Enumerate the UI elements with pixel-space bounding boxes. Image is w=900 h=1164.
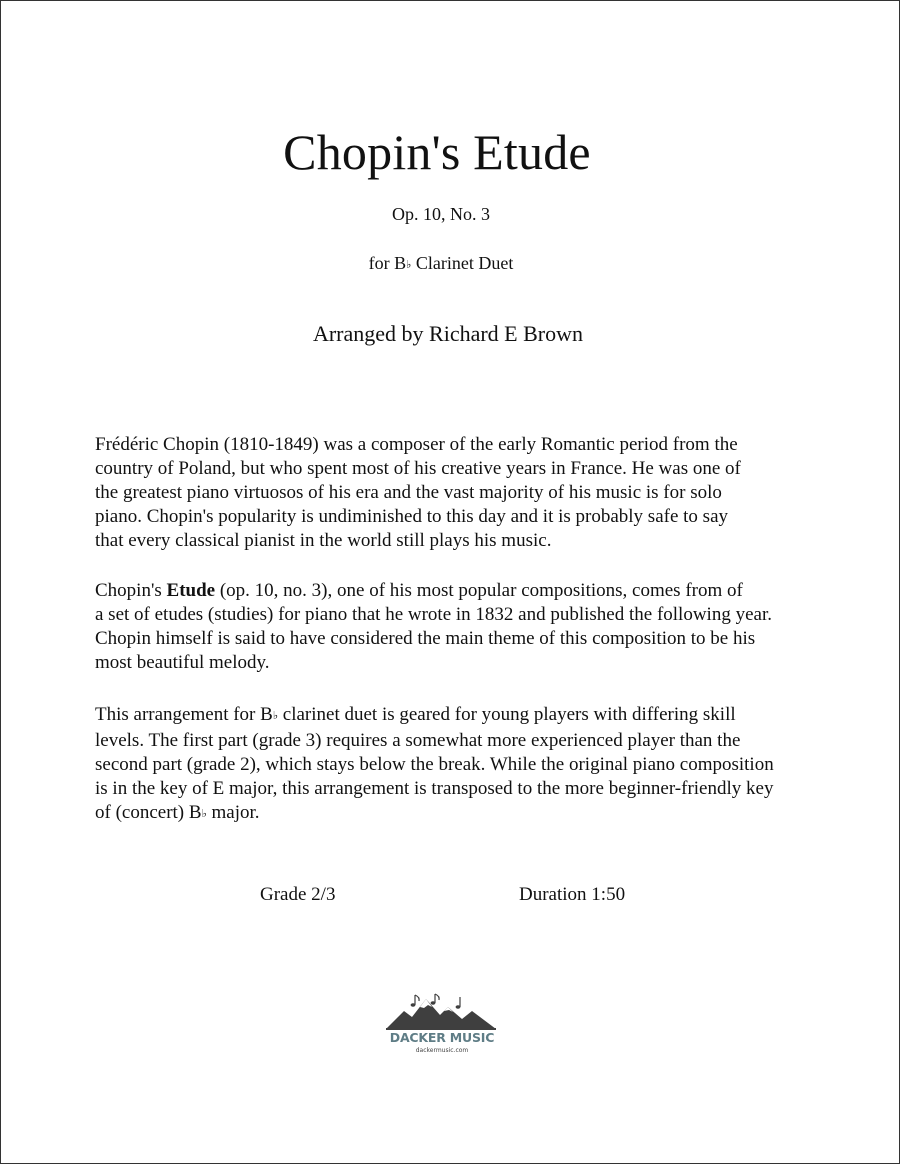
paragraph-line: [95, 703, 875, 729]
logo-wordmark: DACKER MUSIC: [389, 1030, 495, 1045]
arranger-credit: Arranged by Richard E Brown: [312, 321, 584, 346]
mountain-music-icon: [382, 993, 502, 1031]
text-run: This arrangement for B: [95, 704, 273, 725]
publisher-logo: [382, 993, 502, 1063]
paragraph-line: country of Poland, but who spent most of his creative years in France. He was one of: [95, 458, 741, 479]
paragraph-line: that every classical pianist in the world still plays his music.: [95, 530, 552, 551]
text-run: Chopin's: [95, 580, 167, 601]
paragraph-biography: [95, 433, 875, 553]
text-run: clarinet duet is geared for young players with differing skill: [278, 704, 736, 725]
text-run: (op. 10, no. 3), one of his most popular compositions, comes from of: [215, 580, 743, 601]
flat-symbol: ♭: [406, 259, 412, 271]
instrument-prefix: for B: [368, 253, 407, 273]
grade-label: Grade 2/3: [260, 884, 336, 905]
opus-number: Op. 10, No. 3: [392, 204, 490, 224]
text-run: of (concert) B: [95, 802, 202, 823]
paragraph-line: [95, 579, 875, 603]
mountain-range-shape: [386, 999, 496, 1029]
page-title: Chopin's Etude: [283, 124, 591, 180]
instrumentation: [1, 251, 881, 278]
duration-label: Duration 1:50: [519, 884, 626, 905]
paragraph-arrangement-notes: [95, 703, 875, 827]
paragraph-line: [95, 801, 875, 827]
paragraph-line: Frédéric Chopin (1810-1849) was a composer of the early Romantic period from the: [95, 434, 738, 455]
instrument-suffix: Clarinet Duet: [411, 253, 514, 273]
paragraph-etude-history: [95, 579, 875, 675]
paragraph-line: second part (grade 2), which stays below the break. While the original piano composition: [95, 754, 774, 775]
paragraph-line: most beautiful melody.: [95, 652, 270, 673]
flat-symbol: ♭: [272, 710, 279, 722]
paragraph-line: piano. Chopin's popularity is undiminished to this day and it is probably safe to say: [95, 506, 729, 527]
flat-symbol: ♭: [201, 808, 207, 820]
logo-url: dackermusic.com: [415, 1047, 469, 1054]
paragraph-line: Chopin himself is said to have considered the main theme of this composition to be his: [95, 628, 756, 649]
etude-bold-term: Etude: [166, 580, 216, 601]
paragraph-line: is in the key of E major, this arrangement is transposed to the more beginner-friendly key: [95, 778, 774, 799]
text-run: major.: [206, 802, 260, 823]
paragraph-line: a set of etudes (studies) for piano that he wrote in 1832 and published the following year.: [95, 604, 772, 625]
paragraph-line: levels. The first part (grade 3) requires a somewhat more experienced player than the: [95, 730, 741, 751]
paragraph-line: the greatest piano virtuosos of his era and the vast majority of his music is for solo: [95, 482, 722, 503]
